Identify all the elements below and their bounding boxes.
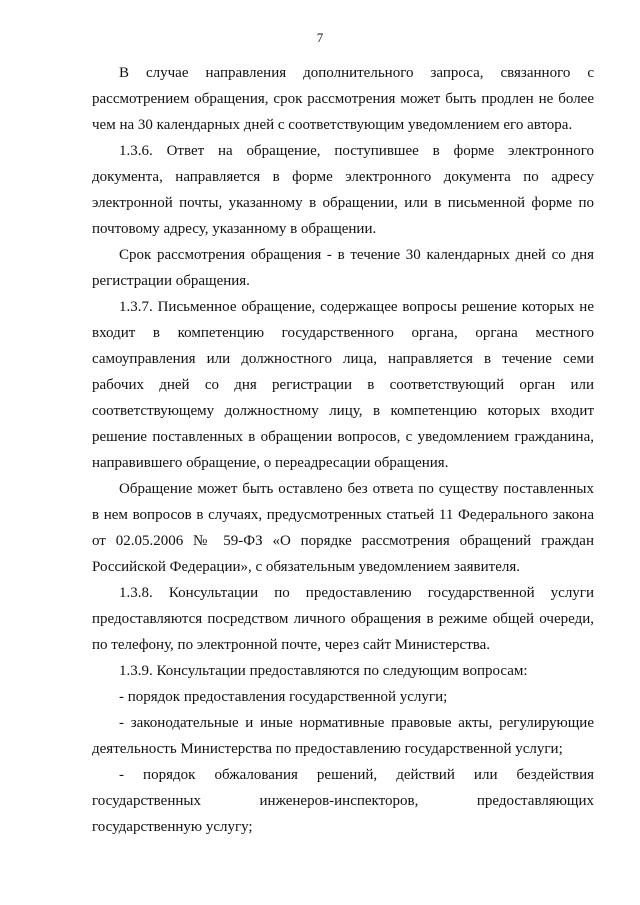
paragraph-review-period: Срок рассмотрения обращения - в течение 30 календарных дней со дня регистрации обращения. [92,247,594,289]
list-item-appeal: - порядок обжалования решений, действий или бездействия государственных инженеров-инспекторов, предоставляющих государственную услугу; [92,767,594,835]
list-item-legislation: - законодательные и иные нормативные правовые акты, регулирующие деятельность Министерства по предоставлению государственной услуги; [92,715,594,757]
document-body [92,60,594,840]
paragraph-1-3-9: 1.3.9. Консультации предоставляются по следующим вопросам: [119,663,528,679]
paragraph-extension-notice: В случае направления дополнительного запроса, связанного с рассмотрением обращения, срок рассмотрения может быть продлен не более чем на 30 календарных дней с соответствующим уведомлением его автора. [92,65,594,133]
list-item-procedure: - порядок предоставления государственной услуги; [119,689,448,705]
paragraph-no-answer: Обращение может быть оставлено без ответа по существу поставленных в нем вопросов в случаях, предусмотренных статьей 11 Федерального закона от 02.05.2006 № 59-ФЗ «О порядке рассмотрения обращений граждан Российской Федерации», с обязательным уведомлением заявителя. [92,481,594,575]
paragraph-1-3-6: 1.3.6. Ответ на обращение, поступившее в форме электронного документа, направляется в форме электронного документа по адресу электронной почты, указанному в обращении, или в письменной форме по почтовому адресу, указанному в обращении. [92,143,594,237]
paragraph-1-3-7: 1.3.7. Письменное обращение, содержащее вопросы решение которых не входит в компетенцию государственного органа, органа местного самоуправления или должностного лица, направляется в течение семи рабочих дней со дня регистрации в соответствующий орган или соответствующему должностному лицу, в компетенцию которых входит решение поставленных в обращении вопросов, с уведомлением гражданина, направившего обращение, о переадресации обращения. [92,299,594,471]
page-number: 7 [316,30,324,45]
paragraph-1-3-8: 1.3.8. Консультации по предоставлению государственной услуги предоставляются посредством личного обращения в режиме общей очереди, по телефону, по электронной почте, через сайт Министерства. [92,585,594,653]
